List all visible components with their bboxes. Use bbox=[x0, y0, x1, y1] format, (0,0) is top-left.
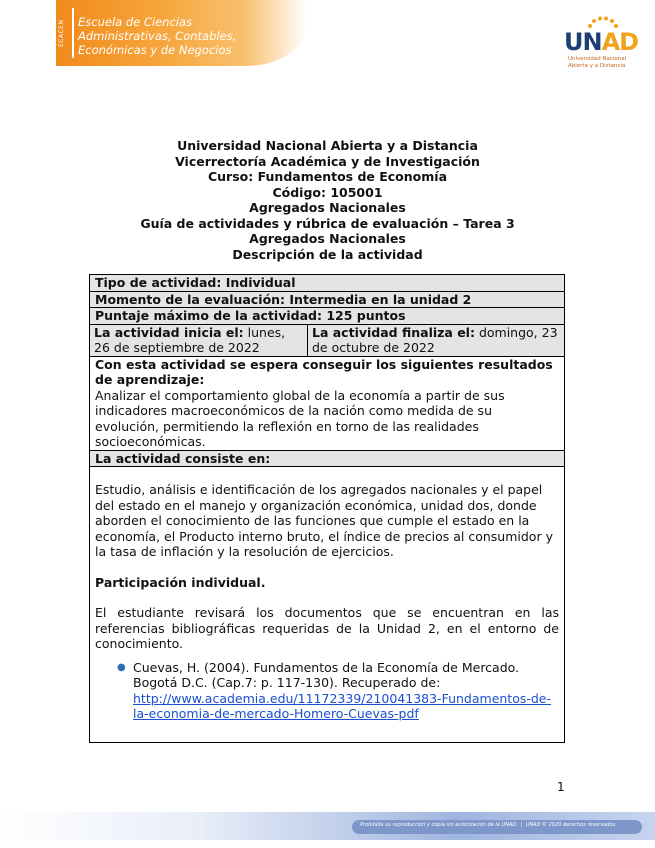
school-banner bbox=[56, 0, 306, 66]
title-university: Universidad Nacional Abierta y a Distancia bbox=[177, 138, 478, 153]
title-topic: Agregados Nacionales bbox=[249, 200, 406, 215]
row-evaluation-moment: Momento de la evaluación: Intermedia en la unidad 2 bbox=[90, 292, 564, 309]
learning-outcomes-text: Analizar el comportamiento global de la economía a partir de sus indicadores macroeconómicos de la nación como medida de su evolución, permitiendo la reflexión en torno de las realidades socioeconómicas. bbox=[95, 387, 505, 449]
cell-start-date: La actividad inicia el: lunes, 26 de septiembre de 2022 bbox=[90, 325, 308, 356]
reference-list-item bbox=[117, 660, 559, 722]
participation-heading: Participación individual. bbox=[95, 574, 266, 590]
reference-text: Cuevas, H. (2004). Fundamentos de la Economía de Mercado. Bogotá D.C. (Cap.7: p. 117-130). Recuperado de: bbox=[133, 659, 520, 690]
footer-notice: Prohibida su reproducción y copia sin autorización de la UNAD. | UNAD © 2020 derechos reservados bbox=[360, 822, 616, 828]
participation-text: El estudiante revisará los documentos que se encuentran en las referencias bibliográficas requeridas de la Unidad 2, en el entorno de conocimiento. bbox=[95, 605, 559, 651]
title-course: Curso: Fundamentos de Economía bbox=[207, 169, 447, 184]
title-description: Descripción de la actividad bbox=[232, 246, 423, 262]
document-titles bbox=[0, 138, 655, 262]
unad-logo bbox=[562, 16, 639, 86]
school-name-line-1: Escuela de Ciencias bbox=[78, 15, 193, 29]
activity-table bbox=[89, 274, 565, 743]
school-name-line-2: Administrativas, Contables, bbox=[78, 29, 237, 43]
row-activity-consists: La actividad consiste en: bbox=[90, 451, 564, 468]
activity-description: Estudio, análisis e identificación de los agregados nacionales y el papel del estado en el manejo y organización económica, unidad dos, donde aborden el conocimiento de las funciones que cumple el estado en la economía, el Producto interno bruto, el índice de precios al consumidor y la tasa de inflación y la resolución de ejercicios. bbox=[95, 482, 553, 559]
page-footer bbox=[0, 812, 655, 840]
school-name-line-3: Económicas y de Negocios bbox=[78, 43, 232, 57]
activity-body bbox=[90, 467, 564, 742]
reference-link[interactable]: http://www.academia.edu/11172339/210041383-Fundamentos-de-la-economia-de-mercado-Homero-Cuevas-pdf bbox=[133, 690, 552, 721]
bullet-icon: ● bbox=[117, 661, 126, 673]
row-learning-outcomes bbox=[90, 357, 564, 451]
title-code: Código: 105001 bbox=[272, 184, 383, 200]
banner-vertical-tag: ECACEN bbox=[58, 19, 65, 47]
cell-end-date: La actividad finaliza el: domingo, 23 de octubre de 2022 bbox=[312, 324, 558, 355]
banner-divider bbox=[72, 8, 74, 58]
learning-outcomes-heading: Con esta actividad se espera conseguir los siguientes resultados de aprendizaje: bbox=[95, 356, 553, 387]
row-dates bbox=[90, 325, 564, 357]
title-topic-2: Agregados Nacionales bbox=[249, 231, 406, 246]
title-vicerrectoria: Vicerrectoría Académica y de Investigación bbox=[175, 153, 480, 169]
row-activity-type: Tipo de actividad: Individual bbox=[90, 275, 564, 292]
page-number: 1 bbox=[557, 780, 565, 794]
unad-subtitle: Universidad Nacional Abierta y a Distancia bbox=[568, 56, 627, 69]
unad-wordmark: UNAD bbox=[564, 28, 639, 56]
school-name bbox=[78, 15, 236, 57]
title-guide: Guía de actividades y rúbrica de evaluación – Tarea 3 bbox=[140, 215, 515, 231]
row-max-score: Puntaje máximo de la actividad: 125 puntos bbox=[90, 308, 564, 325]
